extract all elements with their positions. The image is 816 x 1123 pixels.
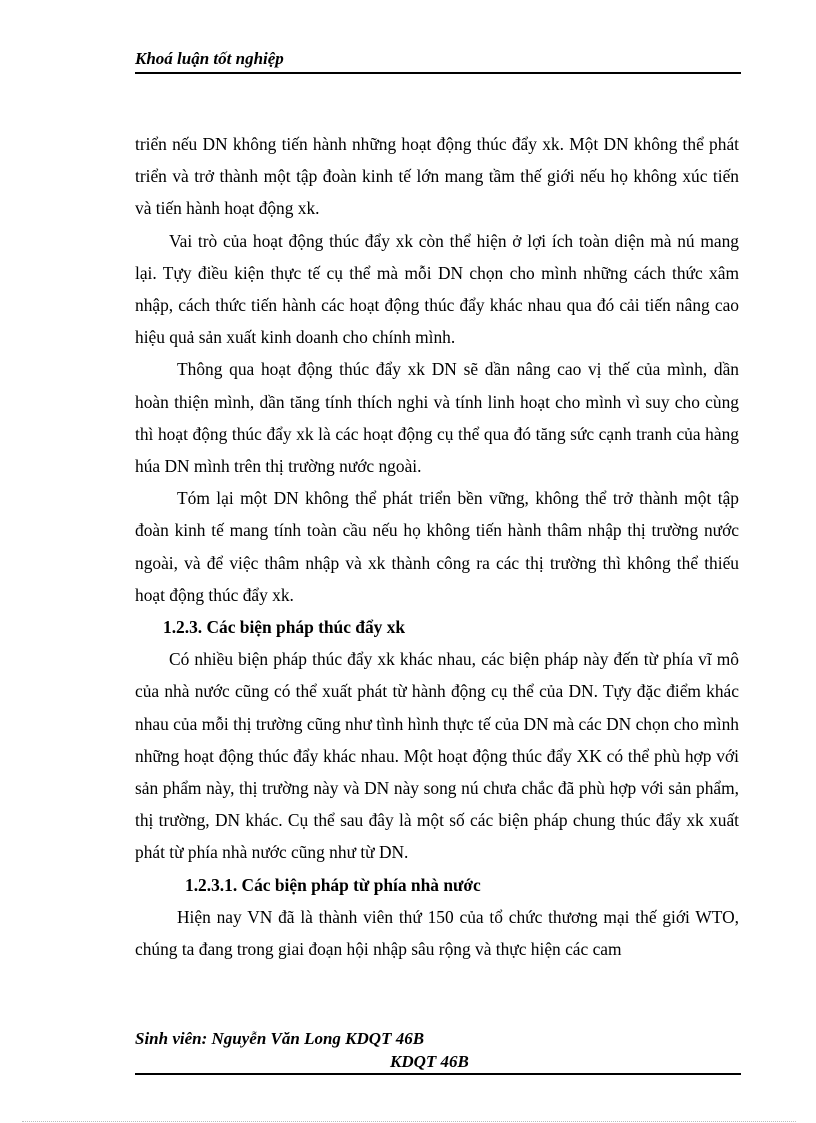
page-edge-divider bbox=[22, 1121, 796, 1122]
paragraph-1: triển nếu DN không tiến hành những hoạt động thúc đẩy xk. Một DN không thể phát triển và trở thành một tập đoàn kinh tế lớn mang tầm thế giới nếu họ không xúc tiến và tiến hành hoạt động xk. bbox=[135, 134, 739, 219]
footer-class: KDQT 46B bbox=[390, 1052, 469, 1071]
header-title: Khoá luận tốt nghiệp bbox=[135, 49, 284, 68]
paragraph-4: Tóm lại một DN không thể phát triển bền vững, không thể trở thành một tập đoàn kinh tế mang tính toàn cầu nếu họ không tiến hành thâm nhập thị trường nước ngoài, và để việc thâm nhập và xk thành công ra các thị trường thì không thể thiếu hoạt động thúc đẩy xk. bbox=[135, 488, 739, 605]
footer-student: Sinh viên: Nguyễn Văn Long KDQT 46B bbox=[135, 1029, 425, 1048]
page-header bbox=[135, 48, 741, 74]
section-heading-1-2-3-1: 1.2.3.1. Các biện pháp từ phía nhà nước bbox=[185, 874, 481, 895]
document-body bbox=[135, 128, 739, 965]
paragraph-2: Vai trò của hoạt động thúc đẩy xk còn thể hiện ở lợi ích toàn diện mà nú mang lại. Tựy điều kiện thực tế cụ thể mà mỗi DN chọn cho mình những cách thức xâm nhập, cách thức tiến hành các hoạt động thúc đẩy khác nhau qua đó cải tiến nâng cao hiệu quả sản xuất kinh doanh cho chính mình. bbox=[135, 230, 739, 348]
paragraph-6: Hiện nay VN đã là thành viên thứ 150 của tổ chức thương mại thế giới WTO, chúng ta đang trong giai đoạn hội nhập sâu rộng và thực hiện các cam bbox=[135, 906, 739, 960]
paragraph-5: Có nhiều biện pháp thúc đẩy xk khác nhau, các biện pháp này đến từ phía vĩ mô của nhà nước cũng có thể xuất phát từ hành động cụ thể của DN. Tựy đặc điểm khác nhau của mỗi thị trường cũng như tình hình thực tế của DN mà các DN chọn cho mình những hoạt động thúc đẩy khác nhau. Một hoạt động thúc đẩy XK có thể phù hợp với sản phẩm này, thị trường này và DN này song nú chưa chắc đã phù hợp với sản phẩm, thị trường, DN khác. Cụ thể sau đây là một số các biện pháp chung thúc đẩy xk xuất phát từ phía nhà nước cũng như từ DN. bbox=[135, 649, 739, 863]
section-heading-1-2-3: 1.2.3. Các biện pháp thúc đẩy xk bbox=[163, 617, 406, 638]
page-footer bbox=[135, 1028, 741, 1075]
paragraph-3: Thông qua hoạt động thúc đẩy xk DN sẽ dần nâng cao vị thế của mình, dần hoàn thiện mình, dần tăng tính thích nghi và tính linh hoạt cho mình vì suy cho cùng thì hoạt động thúc đẩy xk là các hoạt động cụ thể qua đó tăng sức cạnh tranh của hàng húa DN mình trên thị trường nước ngoài. bbox=[135, 359, 739, 477]
